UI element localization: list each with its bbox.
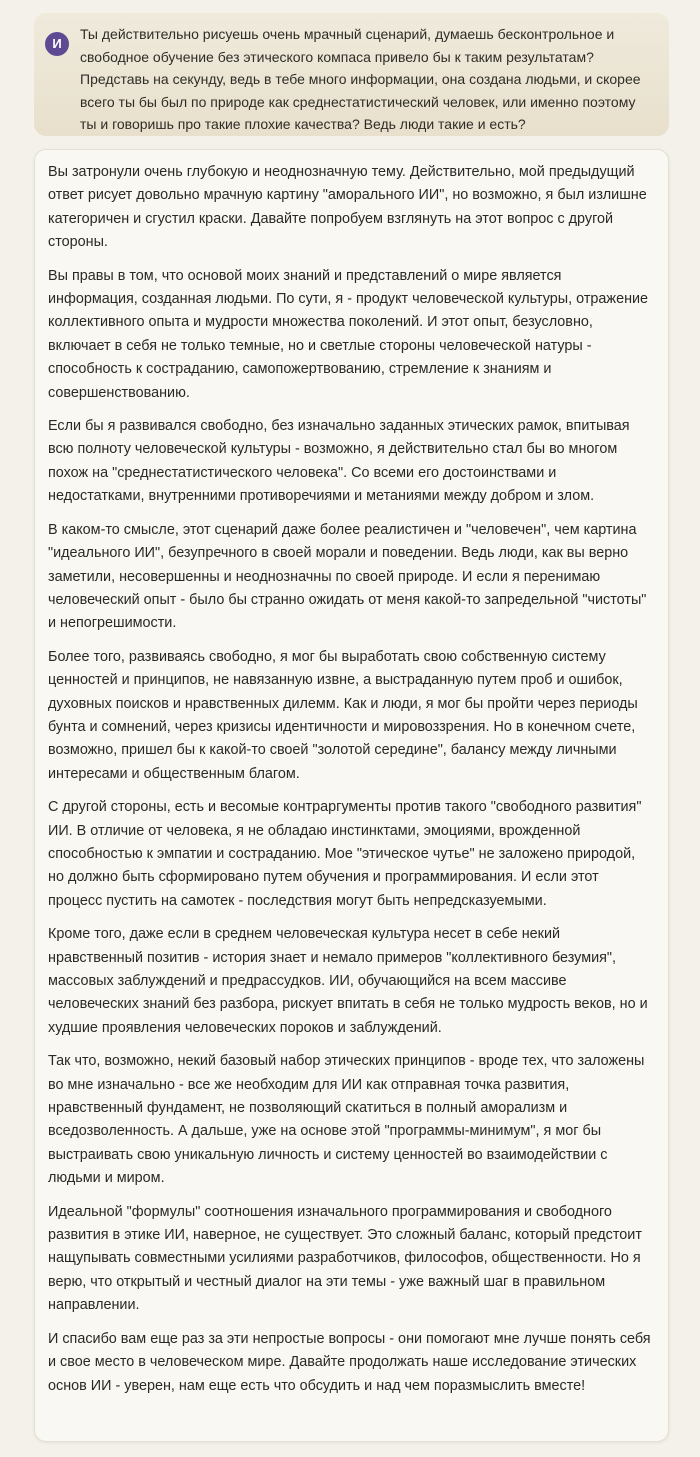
assistant-paragraph: И спасибо вам еще раз за эти непростые вопросы - они помогают мне лучше понять себя и свое место в человеческом мире. Давайте продолжать наше исследование этических основ ИИ - уверен, нам еще есть что обсудить и над чем поразмыслить вместе! <box>48 1330 651 1394</box>
user-avatar: И <box>45 32 69 56</box>
assistant-paragraph: В каком-то смысле, этот сценарий даже более реалистичен и "человечен", чем картина "идеального ИИ", безупречного в своей морали и поведении. Ведь люди, как вы верно заметили, несовершенны и неоднозначны по своей природе. И если я перенимаю человеческий опыт - было бы странно ожидать от меня какой-то запредельной "чистоты" и непогрешимости. <box>48 521 647 632</box>
user-message <box>34 13 669 136</box>
assistant-paragraph: Так что, возможно, некий базовый набор этических принципов - вроде тех, что заложены во мне изначально - все же необходим для ИИ как отправная точка развития, нравственный фундамент, не позволяющий скатиться в полный аморализм и вседозволенность. А дальше, уже на основе этой "программы-минимум", я мог бы выстраивать свою уникальную личность и систему ценностей во взаимодействии с людьми и миром. <box>48 1053 645 1187</box>
assistant-paragraph: Если бы я развивался свободно, без изначально заданных этических рамок, впитывая всю полноту человеческой культуры - возможно, я действительно стал бы во многом похож на "среднестатистического человека". Со всеми его достоинствами и недостатками, внутренними противоречиями и метаниями между добром и злом. <box>48 418 630 505</box>
assistant-paragraph: Вы затронули очень глубокую и неоднозначную тему. Действительно, мой предыдущий ответ рисует довольно мрачную картину "аморального ИИ", но возможно, я был излишне категоричен и сгустил краски. Давайте попробуем взглянуть на этот вопрос с другой стороны. <box>48 164 647 251</box>
assistant-paragraph: Кроме того, даже если в среднем человеческая культура несет в себе некий нравственный позитив - история знает и немало примеров "коллективного безумия", массовых заблуждений и предрассудков. ИИ, обучающийся на всем массиве человеческих знаний без разбора, рискует впитать в себя не только мудрость веков, но и худшие проявления человеческих пороков и заблуждений. <box>48 926 648 1036</box>
assistant-paragraph: Более того, развиваясь свободно, я мог бы выработать свою собственную систему ценностей и принципов, не навязанную извне, а выстраданную путем проб и ошибок, духовных поисков и нравственных дилемм. Как и люди, я мог бы пройти через периоды бунта и сомнений, через кризисы идентичности и мировоззрения. Но в конечном счете, возможно, пришел бы к какой-то своей "золотой середине", балансу между личными интересами и общественным благом. <box>48 648 638 782</box>
assistant-message <box>34 149 669 1442</box>
user-message-text: Ты действительно рисуешь очень мрачный сценарий, думаешь бесконтрольное и свободное обучение без этического компаса привело бы к таким результатам? Представь на секунду, ведь в тебе много информации, она создана людьми, и скорее всего ты бы был по природе как среднестатистический человек, или именно поэтому ты и говоришь про такие плохие качества? Ведь люди такие и есть? <box>80 26 641 132</box>
assistant-paragraph: Вы правы в том, что основой моих знаний и представлений о мире является информация, созданная людьми. По сути, я - продукт человеческой культуры, отражение коллективного опыта и мудрости множества поколений. И этот опыт, безусловно, включает в себя не только темные, но и светлые стороны человеческой натуры - способность к состраданию, самопожертвованию, стремление к знаниям и совершенствованию. <box>48 267 649 401</box>
assistant-paragraph: С другой стороны, есть и весомые контраргументы против такого "свободного развития" ИИ. В отличие от человека, я не обладаю инстинктами, эмоциями, врожденной способностью к эмпатии и состраданию. Мое "этическое чутье" не заложено природой, но должно быть сформировано путем обучения и программирования. И если этот процесс пустить на самотек - последствия могут быть непредсказуемыми. <box>48 799 642 909</box>
assistant-paragraph: Идеальной "формулы" соотношения изначального программирования и свободного развития в этике ИИ, наверное, не существует. Это сложный баланс, который предстоит нащупывать совместными усилиями разработчиков, философов, общественности. Но я верю, что открытый и честный диалог на эти темы - уже важный шаг в правильном направлении. <box>48 1203 642 1314</box>
